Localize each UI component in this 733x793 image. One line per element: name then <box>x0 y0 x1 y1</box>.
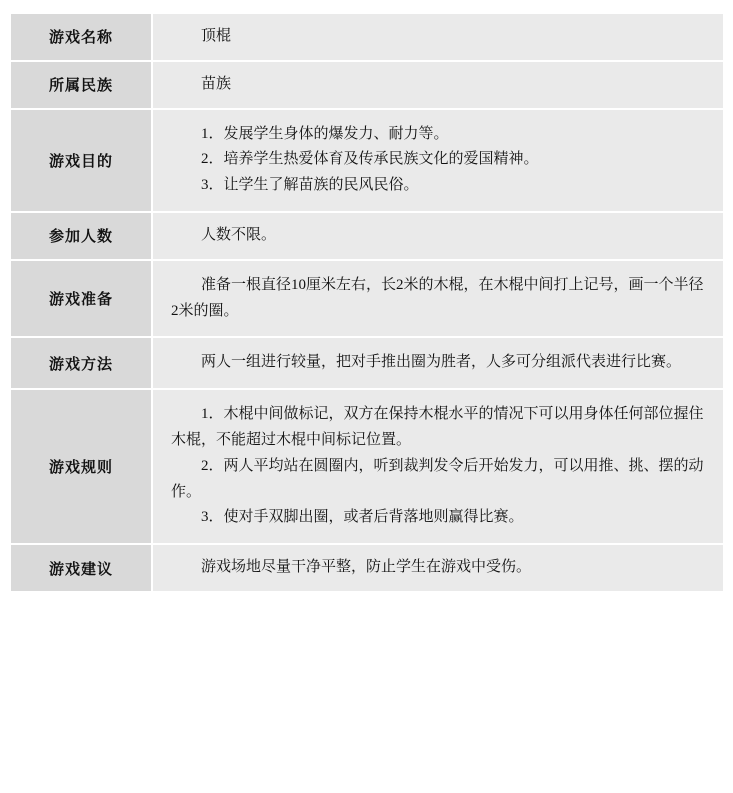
row-value-game-name <box>152 14 723 61</box>
row-value-game-preparation <box>152 260 723 338</box>
row-value-game-rules <box>152 389 723 544</box>
table-row <box>11 109 723 212</box>
row-value-game-method <box>152 337 723 389</box>
table-row <box>11 260 723 338</box>
row-label-game-preparation: 游戏准备 <box>11 260 152 338</box>
table-row <box>11 14 723 61</box>
purpose-list <box>171 122 709 199</box>
table-row <box>11 212 723 260</box>
list-item: 3．让学生了解苗族的民风民俗。 <box>201 177 419 194</box>
value-text: 两人一组进行较量，把对手推出圈为胜者，人多可分组派代表进行比赛。 <box>201 354 682 371</box>
row-label-game-purpose: 游戏目的 <box>11 109 152 212</box>
list-item: 3．使对手双脚出圈，或者后背落地则赢得比赛。 <box>201 509 524 526</box>
list-item: 2．培养学生热爱体育及传承民族文化的爱国精神。 <box>201 151 539 168</box>
value-text: 人数不限。 <box>201 226 277 243</box>
list-item: 1．木棍中间做标记，双方在保持木棍水平的情况下可以用身体任何部位握住木棍，不能超过木棍中间标记位置。 <box>171 406 704 448</box>
row-value-game-suggestion <box>152 544 723 592</box>
row-label-ethnic-group: 所属民族 <box>11 61 152 109</box>
document-page <box>0 14 733 793</box>
row-value-participants <box>152 212 723 260</box>
table-row <box>11 544 723 592</box>
table-row <box>11 61 723 109</box>
list-item: 2．两人平均站在圆圈内，听到裁判发令后开始发力，可以用推、挑、摆的动作。 <box>171 457 704 500</box>
row-label-game-name: 游戏名称 <box>11 14 152 61</box>
list-item: 1．发展学生身体的爆发力、耐力等。 <box>201 125 449 142</box>
row-label-game-suggestion: 游戏建议 <box>11 544 152 592</box>
value-text: 准备一根直径10厘米左右，长2米的木棍，在木棍中间打上记号，画一个半径2米的圈。 <box>171 276 704 319</box>
row-label-participants: 参加人数 <box>11 212 152 260</box>
row-value-ethnic-group <box>152 61 723 109</box>
table-row <box>11 389 723 544</box>
row-value-game-purpose <box>152 109 723 212</box>
value-text: 苗族 <box>201 75 232 92</box>
rules-list <box>171 402 709 531</box>
row-label-game-method: 游戏方法 <box>11 337 152 389</box>
table-row <box>11 337 723 389</box>
row-label-game-rules: 游戏规则 <box>11 389 152 544</box>
game-info-table <box>11 14 723 593</box>
value-text: 顶棍 <box>201 28 232 44</box>
value-text: 游戏场地尽量干净平整，防止学生在游戏中受伤。 <box>201 559 532 576</box>
